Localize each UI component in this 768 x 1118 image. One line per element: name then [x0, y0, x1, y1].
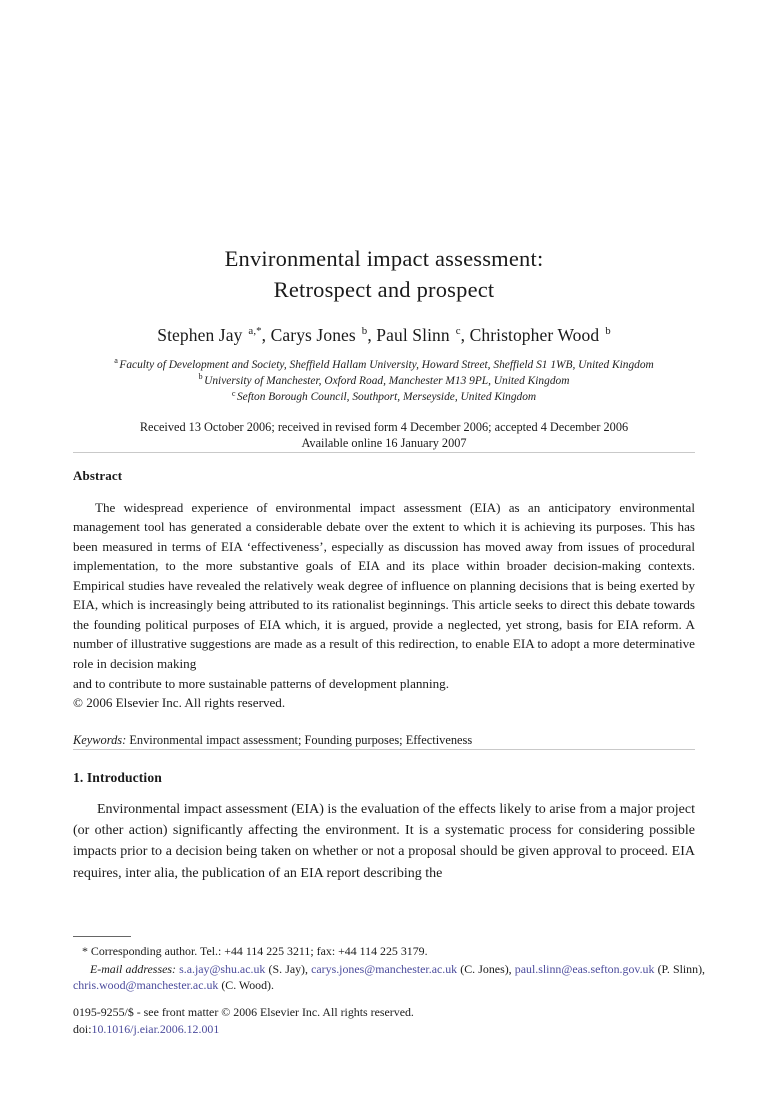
author-separator: ,: [460, 325, 470, 345]
author-separator: ,: [261, 325, 271, 345]
section-divider: [73, 749, 695, 750]
affiliation-marker: b: [198, 372, 203, 382]
publication-dates: [73, 419, 695, 452]
author-affiliation-marker: c: [455, 325, 461, 338]
keywords: [73, 732, 695, 749]
email-link[interactable]: paul.slinn@eas.sefton.gov.uk: [514, 961, 655, 976]
author-name: Stephen Jay: [157, 325, 247, 345]
section-heading-introduction: 1. Introduction: [73, 769, 162, 785]
affiliation-item: [73, 373, 695, 389]
affiliation-text: Faculty of Development and Society, Sheffield Hallam University, Howard Street, Sheffield S1 1WB, United Kingdom: [119, 359, 654, 371]
abstract-main: The widespread experience of environmental impact assessment (EIA) as an anticipatory environmental management tool has generated a considerable debate over the extent to which it is achieving its purposes. This has been measured in terms of EIA ‘effectiveness’, especially as discussion has moved away from issues of procedural implementation, to the more substantive goals of EIA and its place within broader decision-making contexts. Empirical studies have revealed the relatively weak degree of influence on planning decisions that is being exerted by EIA, which is increasingly being attributed to its rationalist beginnings. This article seeks to direct this debate towards the founding political purposes of EIA which, it is argued, provide a neglected, yet strong, basis for EIA reform. A number of illustrative suggestions are made as a result of this redirection, to enable EIA to adopt a more determinative role in decision making: [73, 499, 695, 671]
available-online-date: Available online 16 January 2007: [301, 436, 467, 451]
imprint-block: [73, 1004, 705, 1038]
affiliation-marker: c: [231, 388, 236, 398]
issn-line: 0195-9255/$ - see front matter © 2006 Elsevier Inc. All rights reserved.: [73, 1005, 414, 1019]
doi-label: doi:: [73, 1022, 92, 1037]
footnote-divider: [73, 936, 131, 937]
abstract-heading: Abstract: [73, 467, 123, 483]
title-block: [73, 0, 695, 346]
affiliation-item: [73, 357, 695, 373]
author-separator: ,: [367, 325, 377, 345]
affiliation-text: Sefton Borough Council, Southport, Merseyside, United Kingdom: [236, 391, 537, 404]
page-title: [73, 243, 695, 305]
email-link[interactable]: carys.jones@manchester.ac.uk: [311, 961, 458, 976]
email-owner: (C. Jones),: [457, 961, 515, 976]
doi-line: [73, 1021, 705, 1038]
keywords-label: Keywords:: [73, 732, 127, 747]
author-list: [73, 324, 695, 346]
email-owner: (S. Jay),: [265, 961, 312, 976]
abstract-divider: [73, 452, 695, 453]
affiliation-item: [73, 389, 695, 405]
title-line-1: Environmental impact assessment:: [224, 246, 544, 271]
author-affiliation-marker: b: [361, 325, 368, 338]
affiliation-list: [73, 357, 695, 406]
author-name: Carys Jones: [270, 325, 361, 345]
affiliation-marker: a: [114, 356, 118, 366]
author-affiliation-marker: b: [605, 325, 611, 338]
abstract-tail: and to contribute to more sustainable patterns of development planning.: [73, 675, 449, 691]
affiliation-text: University of Manchester, Oxford Road, Manchester M13 9PL, United Kingdom: [204, 375, 570, 388]
email-link[interactable]: chris.wood@manchester.ac.uk: [73, 978, 219, 993]
abstract-text: [73, 498, 695, 713]
author-name: Christopher Wood: [469, 325, 604, 345]
email-addresses-label: E-mail addresses:: [90, 961, 180, 976]
email-owner: (C. Wood).: [218, 978, 274, 993]
title-line-2: Retrospect and prospect: [273, 277, 495, 302]
email-link[interactable]: s.a.jay@shu.ac.uk: [179, 961, 266, 976]
author-affiliation-marker: a,*: [248, 325, 262, 338]
email-addresses-note: [73, 961, 705, 994]
keywords-value: Environmental impact assessment; Founding purposes; Effectiveness: [129, 732, 473, 747]
received-dates: Received 13 October 2006; received in revised form 4 December 2006; accepted 4 December 2006: [139, 419, 629, 434]
author-name: Paul Slinn: [376, 325, 455, 345]
corresponding-author-note: * Corresponding author. Tel.: +44 114 225 3211; fax: +44 114 225 3179.: [82, 944, 428, 958]
abstract-copyright: © 2006 Elsevier Inc. All rights reserved.: [73, 695, 286, 711]
footnote-block: [73, 936, 705, 994]
email-owner: (P. Slinn),: [654, 961, 706, 976]
introduction-paragraph: Environmental impact assessment (EIA) is the evaluation of the effects likely to arise from a major project (or other action) significantly affecting the environment. It is a systematic process for considering possible impacts prior to a decision being taken on whether or not a proposal should be given approval to proceed. EIA requires, inter alia, the publication of an EIA report describing the: [73, 801, 695, 881]
doi-link[interactable]: 10.1016/j.eiar.2006.12.001: [91, 1022, 220, 1037]
